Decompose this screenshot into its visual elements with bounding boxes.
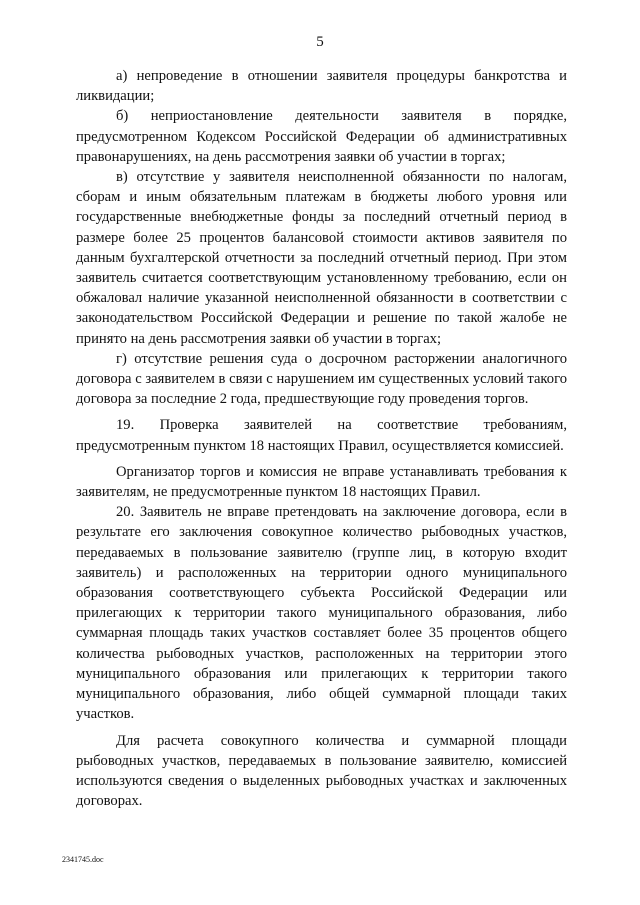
paragraph-item-v: в) отсутствие у заявителя неисполненной обязанности по налогам, сборам и иным обязательным платежам в бюджеты любого уровня или государственные внебюджетные фонды за последний отчетный период в размере более 25 процентов балансовой стоимости активов заявителя по данным бухгалтерской отчетности за последний отчетный период. При этом заявитель считается соответствующим установленному требованию, если он обжаловал наличие указанной неисполненной обязанности в соответствии с законодательством Российской Федерации и решение по такой жалобе не принято на день рассмотрения заявки об участии в торгах; — [76, 169, 567, 347]
paragraph-item-b: б) неприостановление деятельности заявителя в порядке, предусмотренном Кодексом Российской Федерации об административных правонарушениях, на день рассмотрения заявки об участии в торгах; — [76, 108, 567, 165]
paragraph-clause-19: 19. Проверка заявителей на соответствие требованиям, предусмотренным пунктом 18 настоящих Правил, осуществляется комиссией. — [76, 417, 567, 454]
footer-filename: 2341745.doc — [62, 855, 104, 864]
paragraph-item-a: а) непроведение в отношении заявителя процедуры банкротства и ликвидации; — [76, 68, 567, 105]
paragraph-clause-20: 20. Заявитель не вправе претендовать на заключение договора, если в результате его заключения совокупное количество рыбоводных участков, передаваемых в пользование заявителю (группе лиц, в которую входит заявитель) и расположенных на территории одного муниципального образования соответствующего субъекта Российской Федерации или прилегающих к территории такого муниципального образования, либо суммарная площадь таких участков составляет более 35 процентов общего количества рыбоводных участков, расположенных на территории этого муниципального образования или прилегающих к территории такого муниципального образования, либо общей суммарной площади таких участков. — [76, 504, 567, 723]
paragraph-clause-19-organizer: Организатор торгов и комиссия не вправе устанавливать требования к заявителям, не предусмотренные пунктом 18 настоящих Правил. — [76, 463, 567, 501]
paragraph-item-g: г) отсутствие решения суда о досрочном расторжении аналогичного договора с заявителем в связи с нарушением им существенных условий такого договора за последние 2 года, предшествующие году проведения торгов. — [76, 350, 567, 408]
paragraph-clause-20-calculation: Для расчета совокупного количества и суммарной площади рыбоводных участков, передаваемых в пользование заявителю, комиссией используются сведения о выделенных рыбоводных участках и заключенных договорах. — [76, 732, 567, 810]
document-body — [76, 66, 567, 811]
page-number: 5 — [316, 34, 324, 50]
